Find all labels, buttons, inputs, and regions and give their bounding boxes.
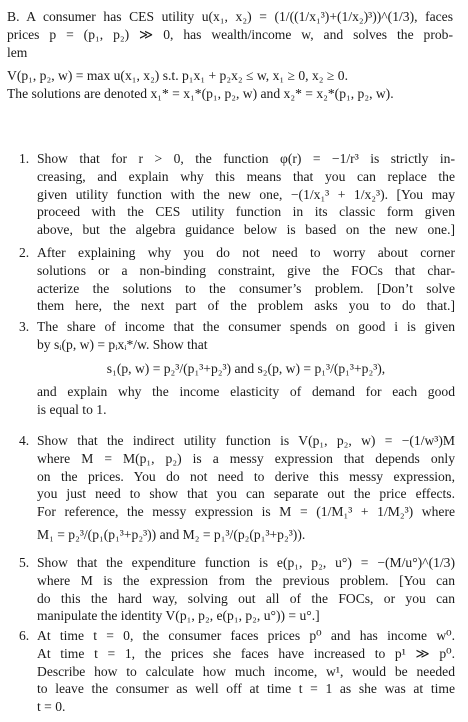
item-line: you just need to show that you can separate out the price effects. (37, 486, 455, 502)
item-number: 2. (19, 245, 30, 260)
item-line: is equal to 1. (37, 402, 107, 418)
item-number: 4. (19, 433, 30, 448)
item-line: solutions or a non-binding constraint, give the FOCs that char- (37, 262, 455, 278)
item-line: by sᵢ(p, w) = pᵢxᵢ*/w. Show that (37, 336, 208, 352)
item-number: 6. (19, 628, 30, 643)
list-item-5 (19, 554, 455, 625)
item-line: on the prices. You do not need to derive this messy expression, (37, 468, 455, 484)
item-line: proceed with the CES utility function in its classic form given (37, 204, 455, 220)
problem-intro (7, 8, 453, 103)
item-line: creasing, and explain why this means that you can replace the (37, 168, 455, 184)
item-line: At time t = 0, the consumer faces prices p⁰ and has income w⁰. (37, 628, 455, 643)
list-item-1 (19, 150, 455, 239)
item-line: where M = M(p₁, p₂) is a messy expression that depends only (37, 450, 455, 466)
list-item-2 (19, 244, 455, 315)
item-number: 5. (19, 555, 30, 570)
item-line: and explain why the income elasticity of demand for each good (37, 384, 455, 400)
item-line: where M is the expression from the previous problem. [You can (37, 572, 455, 588)
list-item-4 (19, 432, 455, 544)
item-line: acterize the solutions to the consumer’s problem. [Don’t solve (37, 280, 455, 296)
item-line: them here, the next part of the problem asks you to do that.] (37, 298, 455, 314)
item-number: 3. (19, 319, 30, 334)
item-line: The share of income that the consumer spends on good i is given (37, 319, 455, 334)
list-item-3 (19, 318, 455, 419)
problem-statement: V(p₁, p₂, w) = max u(x₁, x₂) s.t. p₁x₁ + p₂x₂ ≤ w, x₁ ≥ 0, x₂ ≥ 0. (7, 68, 348, 84)
item-line: to leave the consumer as well off at time t = 1 as she was at time (37, 681, 455, 697)
item-line: After explaining why you do not need to worry about corner (37, 245, 455, 260)
item-line: do this the hard way, solving out all of the FOCs, or you can (37, 590, 455, 606)
item-line: Show that for r > 0, the function φ(r) = −1/r³ is strictly in- (37, 151, 455, 166)
item-number: 1. (19, 151, 30, 166)
intro-line-3: lem (7, 44, 28, 60)
solutions-line: The solutions are denoted x₁* = x₁*(p₁, p₂, w) and x₂* = x₂*(p₁, p₂, w). (7, 86, 394, 102)
item-line: t = 0. (37, 699, 66, 715)
item-line: given utility function with the new one, −(1/x₁³ + 1/x₂³). [You may (37, 186, 455, 202)
share-formula: s₁(p, w) = p₂³/(p₁³+p₂³) and s₂(p, w) = p₁³/(p₁³+p₂³), (106, 360, 386, 376)
item-line: Describe how to calculate how much income, w¹, would be needed (37, 663, 455, 679)
list-item-6 (19, 627, 455, 716)
item-line: For reference, the messy expression is M = (1/M₁³ + 1/M₂³) where (37, 504, 455, 520)
item-line: Show that the indirect utility function is V(p₁, p₂, w) = −(1/w³)M (37, 433, 455, 448)
m-formula: M₁ = p₂³/(p₁(p₁³+p₂³)) and M₂ = p₁³/(p₂(p₁³+p₂³)). (37, 526, 306, 542)
item-line: above, but the algebra guidance below is based on the new one.] (37, 222, 455, 238)
intro-line-2: prices p = (p₁, p₂) ≫ 0, has wealth/income w, and solves the prob- (7, 26, 453, 42)
item-line: manipulate the identity V(p₁, p₂, e(p₁, p₂, u°)) = u°.] (37, 608, 320, 624)
item-line: At time t = 1, the prices she faces have increased to p¹ ≫ p⁰. (37, 645, 455, 661)
intro-line-1: B. A consumer has CES utility u(x₁, x₂) = (1/((1/x₁³)+(1/x₂)³))^(1/3), faces (7, 9, 453, 24)
item-line: Show that the expenditure function is e(p₁, p₂, u°) = −(M/u°)^(1/3) (37, 555, 455, 570)
